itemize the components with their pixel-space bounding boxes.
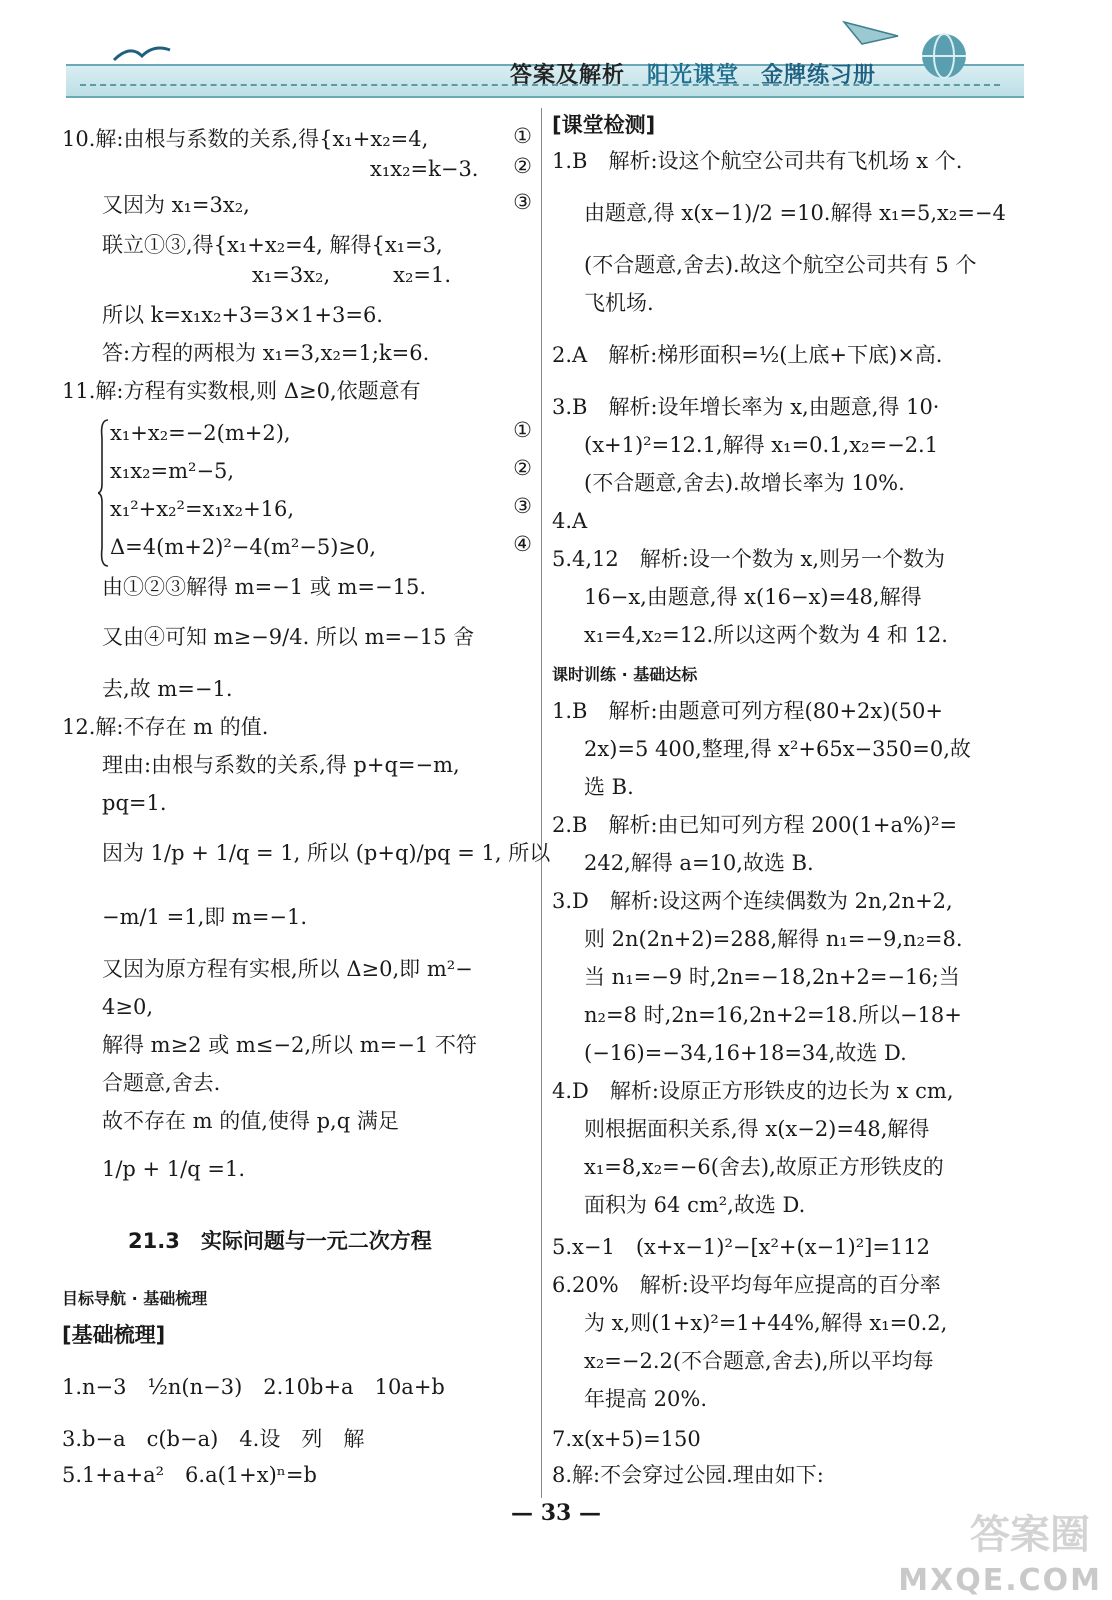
check-line-9: 4.A bbox=[552, 509, 588, 533]
target-heading: 目标导航 · 基础梳理 bbox=[62, 1289, 208, 1308]
q10-line-1: 10.解:由根与系数的关系,得{x₁+x₂=4, bbox=[62, 127, 429, 151]
q12-line-8: 解得 m≥2 或 m≤−2,所以 m=−1 不符 bbox=[102, 1033, 477, 1057]
basic-line-1: 1.n−3 ½n(n−3) 2.10b+a 10a+b bbox=[62, 1375, 445, 1399]
train-line-13: x₁=8,x₂=−6(舍去),故原正方形铁皮的 bbox=[584, 1155, 944, 1179]
train-line-8: 当 n₁=−9 时,2n=−18,2n+2=−16;当 bbox=[584, 965, 960, 989]
train-line-12: 则根据面积关系,得 x(x−2)=48,解得 bbox=[584, 1117, 930, 1141]
train-line-20: 7.x(x+5)=150 bbox=[552, 1427, 701, 1451]
q12-line-7: 4≥0, bbox=[102, 995, 153, 1019]
q12-line-9: 合题意,舍去. bbox=[102, 1071, 221, 1095]
q11-mark-4: ④ bbox=[513, 532, 532, 556]
q12-line-11: 1/p + 1/q =1. bbox=[102, 1157, 246, 1181]
watermark-url: MXQE.COM bbox=[898, 1563, 1102, 1598]
train-line-18: x₂=−2.2(不合题意,舍去),所以平均每 bbox=[584, 1349, 934, 1373]
q10-line-2: x₁x₂=k−3. bbox=[370, 157, 479, 181]
train-line-21: 8.解:不会穿过公园.理由如下: bbox=[552, 1463, 824, 1487]
q10-line-7: 答:方程的两根为 x₁=3,x₂=1;k=6. bbox=[102, 341, 430, 365]
train-line-15: 5.x−1 (x+x−1)²−[x²+(x−1)²]=112 bbox=[552, 1235, 930, 1259]
q10-line-5: x₁=3x₂, x₂=1. bbox=[252, 263, 452, 287]
train-line-16: 6.20% 解析:设平均每年应提高的百分率 bbox=[552, 1273, 941, 1297]
basic-line-3: 5.1+a+a² 6.a(1+x)ⁿ=b bbox=[62, 1463, 317, 1487]
check-line-10: 5.4,12 解析:设一个数为 x,则另一个数为 bbox=[552, 547, 946, 571]
q11-line-3: x₁x₂=m²−5, bbox=[110, 459, 235, 483]
globe-icon bbox=[914, 30, 974, 90]
basic-line-2: 3.b−a c(b−a) 4.设 列 解 bbox=[62, 1427, 365, 1451]
check-line-1: 1.B 解析:设这个航空公司共有飞机场 x 个. bbox=[552, 149, 963, 173]
q11-mark-1: ① bbox=[513, 418, 532, 442]
train-line-3: 选 B. bbox=[584, 775, 634, 799]
train-line-6: 3.D 解析:设这两个连续偶数为 2n,2n+2, bbox=[552, 889, 953, 913]
train-line-7: 则 2n(2n+2)=288,解得 n₁=−9,n₂=8. bbox=[584, 927, 963, 951]
brand-label: 阳光课堂 bbox=[647, 63, 740, 88]
check-line-11: 16−x,由题意,得 x(16−x)=48,解得 bbox=[584, 585, 922, 609]
q10-line-6: 所以 k=x₁x₂+3=3×1+3=6. bbox=[102, 303, 383, 327]
q12-line-10: 故不存在 m 的值,使得 p,q 满足 bbox=[102, 1109, 399, 1133]
q12-line-6: 又因为原方程有实根,所以 Δ≥0,即 m²− bbox=[102, 957, 473, 981]
check-line-8: (不合题意,舍去).故增长率为 10%. bbox=[584, 471, 905, 495]
q12-line-5: −m/1 =1,即 m=−1. bbox=[102, 905, 308, 929]
q11-line-4: x₁²+x₂²=x₁x₂+16, bbox=[110, 497, 295, 521]
q12-line-1: 12.解:不存在 m 的值. bbox=[62, 715, 269, 739]
basic-label: [基础梳理] bbox=[62, 1323, 166, 1347]
paper-plane-icon bbox=[842, 18, 902, 54]
check-line-6: 3.B 解析:设年增长率为 x,由题意,得 10· bbox=[552, 395, 940, 419]
train-line-9: n₂=8 时,2n=16,2n+2=18.所以−18+ bbox=[584, 1003, 962, 1027]
book-label: 金牌练习册 bbox=[761, 63, 877, 88]
q11-line-5: Δ=4(m+2)²−4(m²−5)≥0, bbox=[110, 535, 377, 559]
train-line-10: (−16)=−34,16+18=34,故选 D. bbox=[584, 1041, 907, 1065]
check-line-7: (x+1)²=12.1,解得 x₁=0.1,x₂=−2.1 bbox=[584, 433, 939, 457]
q11-line-1: 11.解:方程有实数根,则 Δ≥0,依题意有 bbox=[62, 379, 421, 403]
q11-line-6: 由①②③解得 m=−1 或 m=−15. bbox=[102, 575, 426, 599]
q11-line-2: x₁+x₂=−2(m+2), bbox=[110, 421, 291, 445]
answers-label: 答案及解析 bbox=[510, 63, 626, 88]
q10-mark-3: ③ bbox=[513, 190, 532, 214]
header-title bbox=[510, 58, 876, 89]
q11-brace bbox=[98, 418, 110, 568]
q11-mark-3: ③ bbox=[513, 494, 532, 518]
check-line-5: 2.A 解析:梯形面积=½(上底+下底)×高. bbox=[552, 343, 943, 367]
check-line-3: (不合题意,舍去).故这个航空公司共有 5 个 bbox=[584, 253, 977, 277]
check-line-4: 飞机场. bbox=[584, 291, 654, 315]
watermark-logo: 答案圈 bbox=[970, 1512, 1090, 1558]
q12-line-3: pq=1. bbox=[102, 791, 167, 815]
q12-line-4: 因为 1/p + 1/q = 1, 所以 (p+q)/pq = 1, 所以 bbox=[102, 841, 551, 865]
train-line-4: 2.B 解析:由已知可列方程 200(1+a%)²= bbox=[552, 813, 958, 837]
check-label: [课堂检测] bbox=[552, 113, 656, 137]
train-line-11: 4.D 解析:设原正方形铁皮的边长为 x cm, bbox=[552, 1079, 954, 1103]
train-line-19: 年提高 20%. bbox=[584, 1387, 708, 1411]
column-divider bbox=[541, 108, 542, 1498]
train-line-2: 2x)=5 400,整理,得 x²+65x−350=0,故 bbox=[584, 737, 971, 761]
q10-line-3: 又因为 x₁=3x₂, bbox=[102, 193, 250, 217]
q10-line-4: 联立①③,得{x₁+x₂=4, 解得{x₁=3, bbox=[102, 233, 443, 257]
page-number: — 33 — bbox=[511, 1500, 601, 1526]
page-header bbox=[0, 0, 1112, 110]
train-line-14: 面积为 64 cm²,故选 D. bbox=[584, 1193, 806, 1217]
train-line-17: 为 x,则(1+x)²=1+44%,解得 x₁=0.2, bbox=[584, 1311, 948, 1335]
q11-mark-2: ② bbox=[513, 456, 532, 480]
section-title: 21.3 实际问题与一元二次方程 bbox=[128, 1229, 432, 1253]
check-line-2: 由题意,得 x(x−1)/2 =10.解得 x₁=5,x₂=−4 bbox=[584, 201, 1006, 225]
q10-mark-1: ① bbox=[513, 124, 532, 148]
train-line-1: 1.B 解析:由题意可列方程(80+2x)(50+ bbox=[552, 699, 943, 723]
q11-line-8: 去,故 m=−1. bbox=[102, 677, 233, 701]
check-line-12: x₁=4,x₂=12.所以这两个数为 4 和 12. bbox=[584, 623, 948, 647]
q12-line-2: 理由:由根与系数的关系,得 p+q=−m, bbox=[102, 753, 460, 777]
bird-icon bbox=[112, 38, 172, 68]
q10-mark-2: ② bbox=[513, 154, 532, 178]
q11-line-7: 又由④可知 m≥−9/4. 所以 m=−15 舍 bbox=[102, 625, 475, 649]
train-heading: 课时训练 · 基础达标 bbox=[552, 665, 698, 684]
train-line-5: 242,解得 a=10,故选 B. bbox=[584, 851, 814, 875]
